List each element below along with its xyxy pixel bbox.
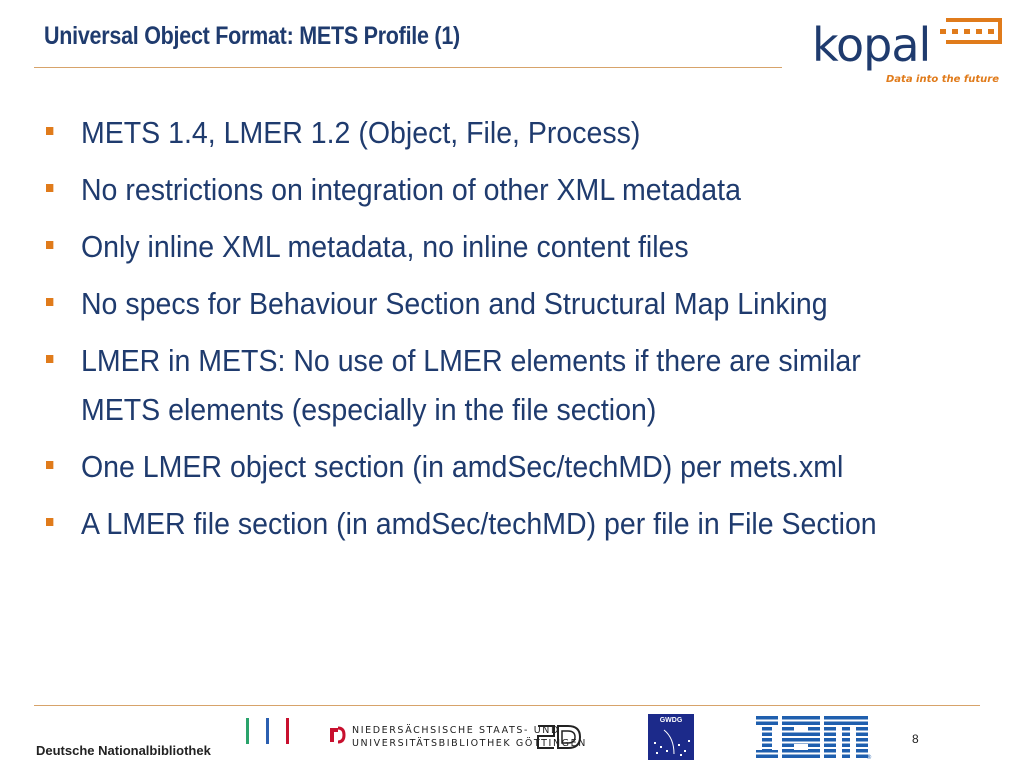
bullet-text: A LMER file section (in amdSec/techMD) per file in File Section bbox=[80, 506, 877, 541]
sub-line-1: NIEDERSÄCHSISCHE STAATS- UND bbox=[352, 725, 560, 736]
title-divider bbox=[34, 67, 782, 68]
ibm-logo bbox=[756, 716, 874, 760]
slide-title: Universal Object Format: METS Profile (1) bbox=[44, 22, 460, 50]
dnb-logo-text: Deutsche Nationalbibliothek bbox=[36, 743, 211, 758]
svg-text:®: ® bbox=[866, 754, 872, 760]
bullet-list bbox=[46, 108, 986, 556]
bullet-item bbox=[46, 222, 1001, 271]
bullet-item bbox=[46, 336, 872, 434]
bullet-square-icon bbox=[46, 184, 53, 192]
kopal-wordmark: kopal bbox=[812, 18, 931, 72]
bullet-square-icon bbox=[46, 127, 53, 135]
bullet-text: METS 1.4, LMER 1.2 (Object, File, Process) bbox=[80, 115, 641, 150]
bullet-square-icon bbox=[46, 355, 53, 363]
kopal-tagline: Data into the future bbox=[886, 74, 999, 85]
bullet-square-icon bbox=[46, 461, 53, 469]
sub-glyph-icon bbox=[534, 722, 584, 752]
kopal-dots-icon bbox=[940, 16, 1002, 46]
bullet-item bbox=[46, 499, 881, 548]
bullet-text: LMER in METS: No use of LMER elements if there are similar METS elements (especially in the file section) bbox=[80, 343, 861, 427]
gwdg-label: GWDG bbox=[659, 717, 683, 724]
bullet-item bbox=[46, 165, 1001, 214]
dnb-bars-icon bbox=[244, 718, 292, 744]
bullet-text: Only inline XML metadata, no inline content files bbox=[80, 229, 689, 264]
sub-mark-icon bbox=[328, 726, 346, 744]
bullet-item bbox=[46, 108, 1001, 157]
bullet-item bbox=[46, 442, 1001, 491]
gwdg-logo bbox=[648, 714, 694, 760]
bullet-text: No restrictions on integration of other XML metadata bbox=[80, 172, 741, 207]
sub-line-2: UNIVERSITÄTSBIBLIOTHEK GÖTTINGEN bbox=[352, 738, 587, 749]
bullet-square-icon bbox=[46, 298, 53, 306]
bullet-square-icon bbox=[46, 518, 53, 526]
bullet-item bbox=[46, 279, 1001, 328]
bullet-square-icon bbox=[46, 241, 53, 249]
bullet-text: No specs for Behaviour Section and Structural Map Linking bbox=[80, 286, 828, 321]
gwdg-pattern-icon bbox=[648, 714, 694, 760]
footer-divider bbox=[34, 705, 980, 706]
bullet-text: One LMER object section (in amdSec/techMD) per mets.xml bbox=[80, 449, 844, 484]
kopal-logo bbox=[812, 16, 1002, 88]
page-number: 8 bbox=[912, 732, 919, 746]
